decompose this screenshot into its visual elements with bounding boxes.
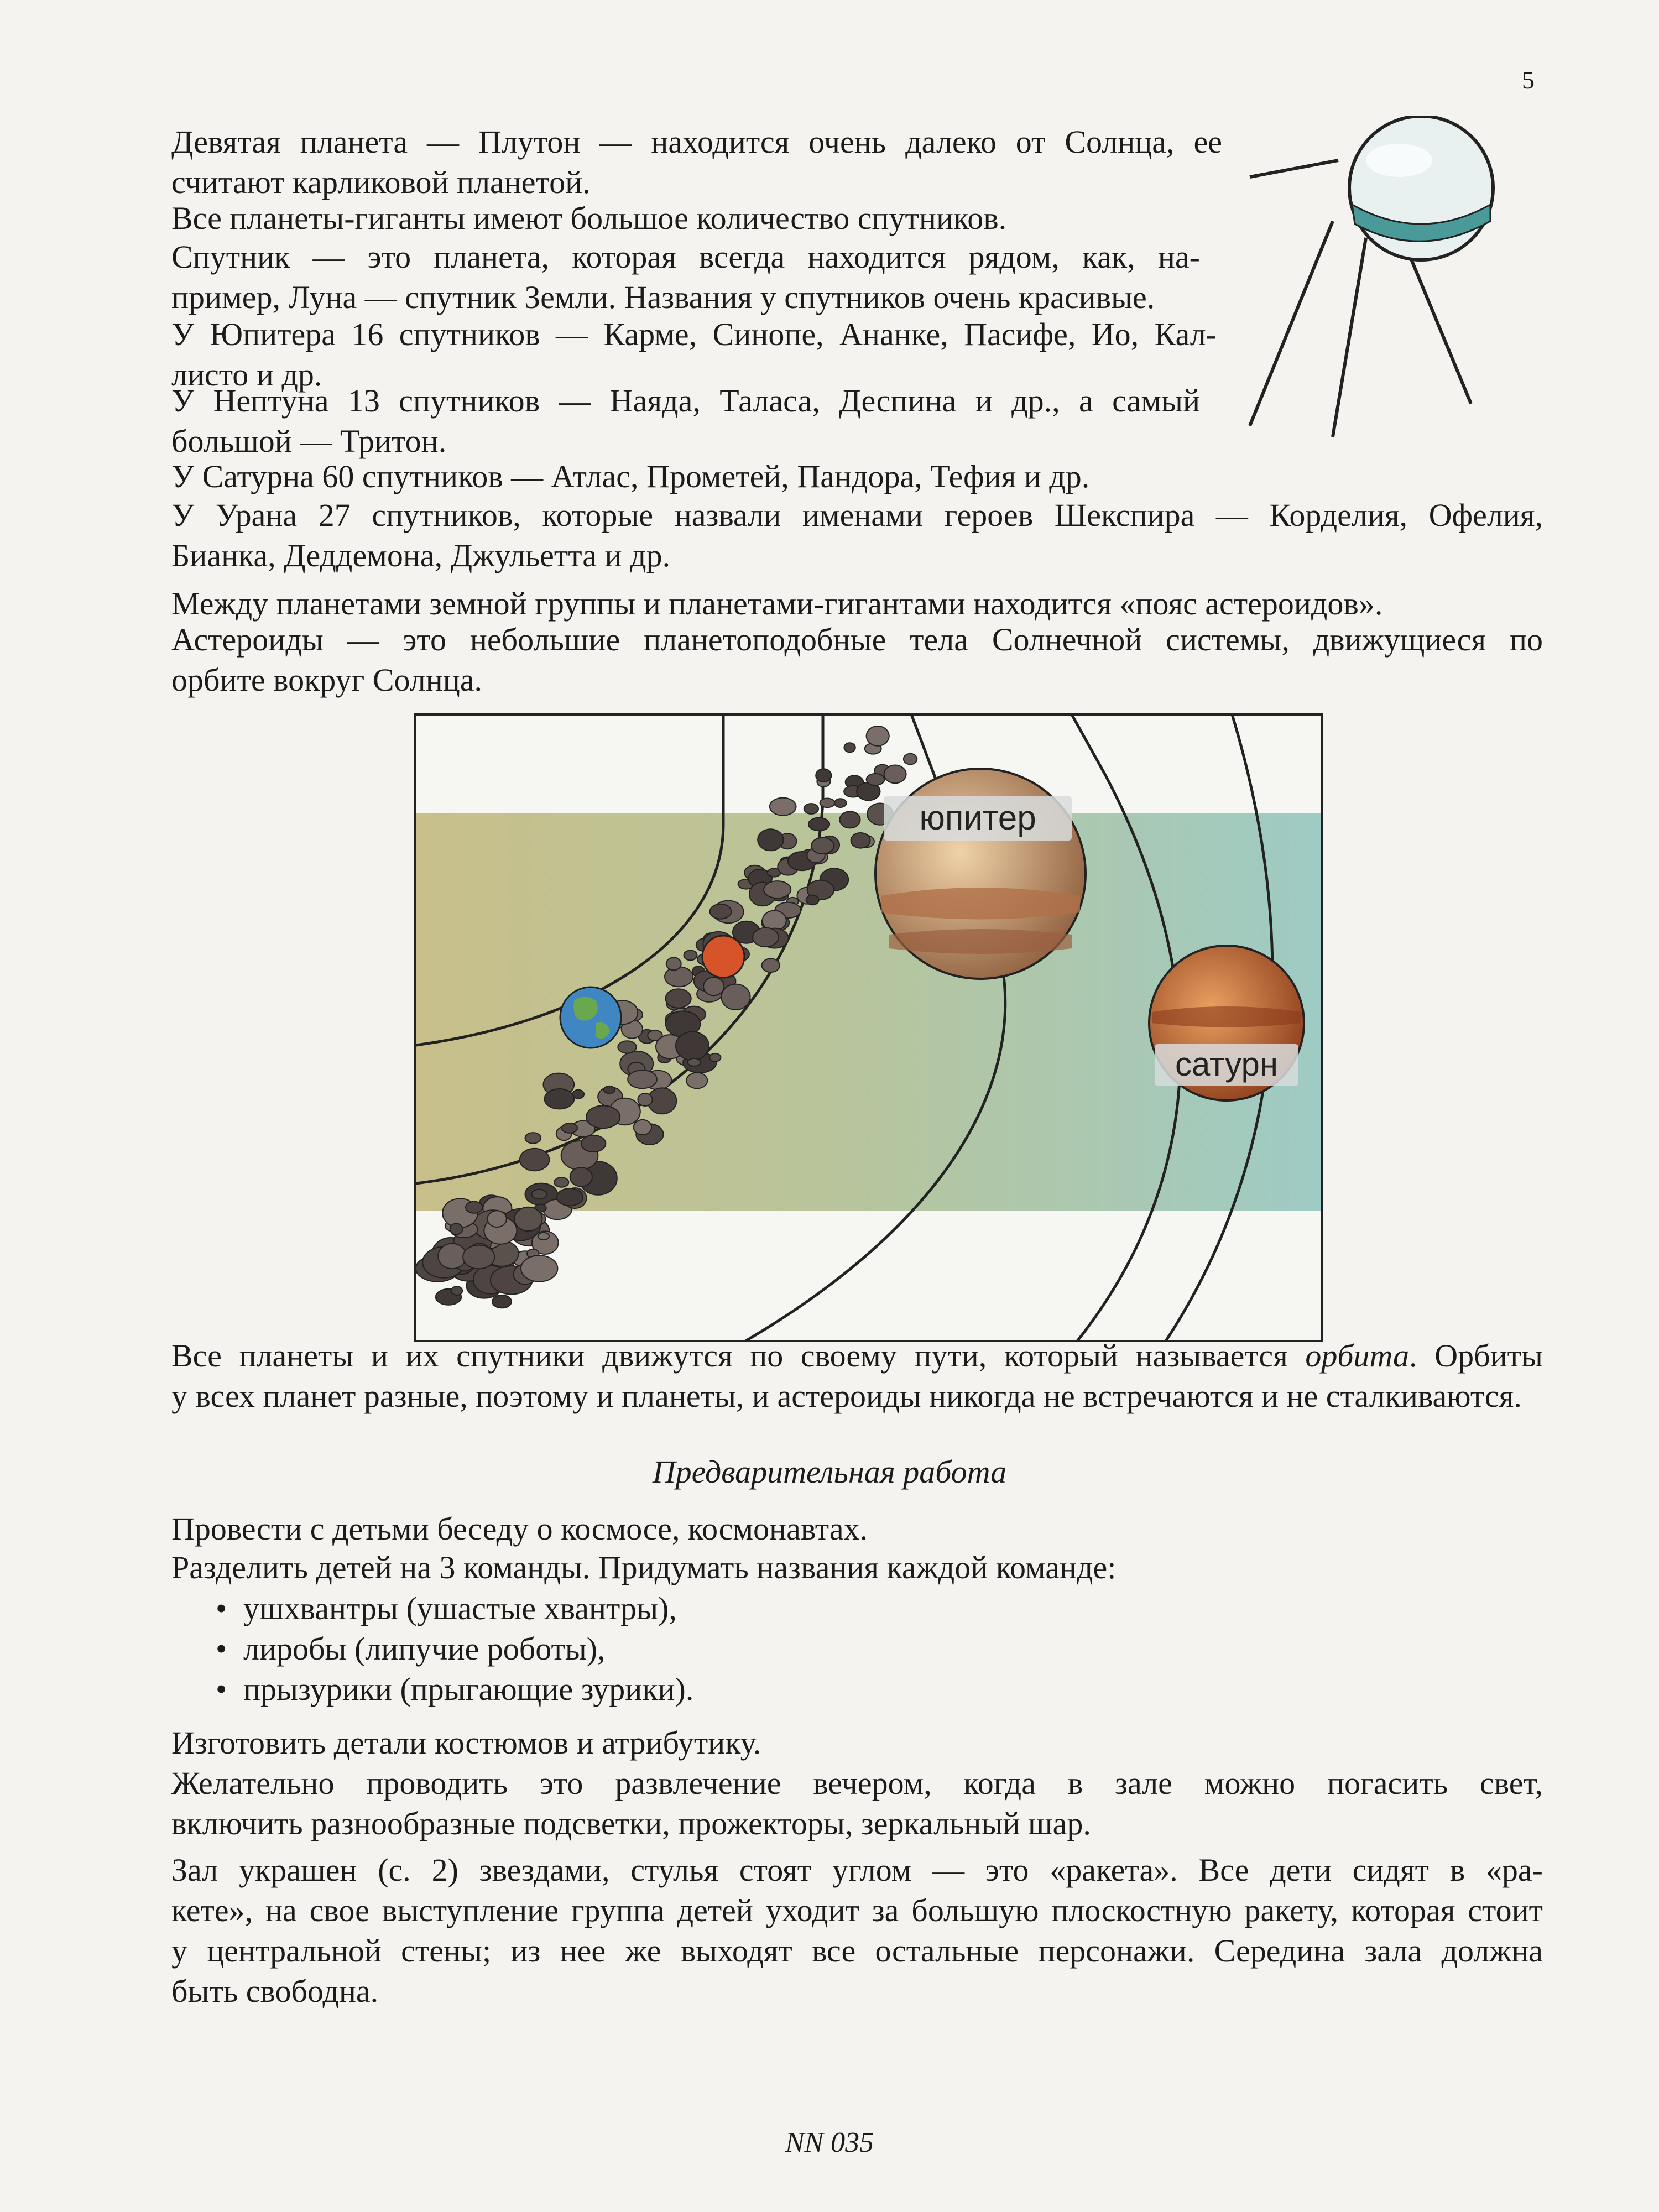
bullet-icon: • xyxy=(216,1671,227,1707)
asteroid-rock xyxy=(554,1177,568,1187)
asteroid-rock xyxy=(844,743,855,752)
asteroid-rock xyxy=(562,1123,577,1133)
asteroid-rock xyxy=(758,829,783,851)
intro-text xyxy=(171,122,1222,202)
text-line: считают карликовой планетой. xyxy=(171,164,591,200)
text-line: Провести с детьми беседу о космосе, космонавтах. xyxy=(171,1511,868,1547)
text-line: орбите вокруг Солнца. xyxy=(171,662,483,698)
asteroid-rock xyxy=(753,928,779,947)
bullet-icon: • xyxy=(216,1590,227,1626)
team-list xyxy=(216,1588,693,1709)
text-line: Желательно проводить это развлечение вечером, когда в зале можно погасить свет, xyxy=(171,1765,1543,1801)
text-line: Разделить детей на 3 команды. Придумать названия каждой команде: xyxy=(171,1550,1117,1585)
prep-paragraph xyxy=(171,1723,1543,1763)
asteroid-rock xyxy=(618,1041,636,1053)
text-line: Спутник — это планета, которая всегда находится рядом, как, на- xyxy=(171,239,1200,275)
asteroid-rock xyxy=(665,967,693,987)
text-line: Зал украшен (с. 2) звездами, стулья стоят углом — это «ракета». Все дети сидят в «ра- xyxy=(171,1852,1543,1888)
text-paragraph xyxy=(171,619,1543,700)
asteroid-rock xyxy=(666,989,691,1008)
list-item xyxy=(216,1629,693,1669)
text-line: Все планеты-гиганты имеют большое количество спутников. xyxy=(171,200,1007,236)
prep-paragraph xyxy=(171,1547,1543,1588)
asteroid-rock xyxy=(545,1089,575,1109)
asteroid-rock xyxy=(581,1135,606,1152)
asteroid-rock xyxy=(532,1190,547,1199)
text-line: Изготовить детали костюмов и атрибутику. xyxy=(171,1725,761,1761)
text-line: быть свободна. xyxy=(171,1973,379,2009)
prep-paragraph xyxy=(171,1850,1543,2011)
asteroid-rock xyxy=(538,1233,549,1240)
mars-planet xyxy=(702,936,744,978)
asteroid-rock xyxy=(806,895,819,905)
text-paragraph xyxy=(171,583,1543,624)
list-item-text: прызурики (прыгающие зурики). xyxy=(243,1671,694,1707)
asteroid-rock xyxy=(834,799,847,807)
orbit-paragraph xyxy=(171,1335,1543,1416)
text-paragraph xyxy=(171,380,1200,461)
text-segment: . Орбиты xyxy=(1409,1338,1543,1374)
list-item xyxy=(216,1588,693,1629)
asteroid-rock xyxy=(604,1086,615,1093)
asteroid-rock xyxy=(514,1207,542,1231)
text-paragraph xyxy=(171,198,1222,238)
asteroid-rock xyxy=(770,798,796,816)
asteroid-rock xyxy=(686,1073,707,1089)
asteroid-rock xyxy=(638,1093,652,1106)
prep-paragraph xyxy=(171,1509,1543,1549)
list-item-text: ушхвантры (ушастые хвантры), xyxy=(243,1590,677,1626)
asteroid-rock xyxy=(676,1032,709,1060)
sputnik-antenna xyxy=(1250,160,1338,177)
term-orbit: орбита xyxy=(1305,1338,1410,1374)
asteroid-rock xyxy=(450,1224,463,1235)
asteroid-rock xyxy=(811,838,834,854)
text-line: Девятая планета — Плутон — находится очень далеко от Солнца, ее xyxy=(171,124,1222,160)
asteroid-rock xyxy=(820,799,835,808)
asteroid-rock xyxy=(709,1053,721,1062)
asteroid-rock xyxy=(764,881,791,898)
jupiter-label: юпитер xyxy=(919,799,1036,837)
text-paragraph xyxy=(171,456,1543,497)
sputnik-antenna xyxy=(1333,238,1366,437)
page-number: 5 xyxy=(1522,66,1535,94)
asteroid-rock xyxy=(451,1286,462,1295)
asteroid-rock xyxy=(808,818,830,831)
text-line: включить разнообразные подсветки, прожекторы, зеркальный шар. xyxy=(171,1806,1091,1841)
text-line: у всех планет разные, поэтому и планеты, и астероиды никогда не встречаются и не сталкиваются. xyxy=(171,1378,1522,1414)
asteroid-rock xyxy=(488,1211,507,1227)
jupiter-band xyxy=(881,888,1080,920)
text-line xyxy=(171,1335,1543,1376)
text-line: У Урана 27 спутников, которые назвали именами героев Шекспира — Корделия, Офелия, xyxy=(171,497,1543,533)
asteroid-rock xyxy=(628,1070,657,1088)
asteroid-rock xyxy=(867,774,885,785)
text-line: У Юпитера 16 спутников — Карме, Синопе, Ананке, Пасифе, Ио, Кал- xyxy=(171,316,1217,352)
asteroid-rock xyxy=(586,1105,620,1128)
saturn-label: сатурн xyxy=(1175,1046,1279,1083)
jupiter-band xyxy=(889,929,1072,954)
asteroid-rock xyxy=(762,958,780,972)
asteroid-rock xyxy=(438,1244,466,1269)
asteroid-rock xyxy=(688,1058,701,1066)
sputnik-highlight xyxy=(1366,144,1432,177)
asteroid-rock xyxy=(521,1255,557,1281)
asteroid-rock xyxy=(710,904,732,919)
asteroid-rock xyxy=(703,978,724,996)
text-line: пример, Луна — спутник Земли. Названия у спутников очень красивые. xyxy=(171,279,1155,315)
asteroid-rock xyxy=(666,957,681,970)
asteroid-rock xyxy=(851,833,870,848)
asteroid-rock xyxy=(634,1120,651,1135)
asteroid-rock xyxy=(721,984,750,1010)
text-line: у центральной стены; из нее же выходят все остальные персонажи. Середина зала должна xyxy=(171,1933,1543,1969)
bullet-icon: • xyxy=(216,1631,227,1667)
text-line: большой — Тритон. xyxy=(171,423,447,459)
list-item-text: лиробы (липучие роботы), xyxy=(243,1631,606,1667)
list-item xyxy=(216,1669,693,1709)
asteroid-belt-figure xyxy=(414,713,1323,1342)
text-line: Бианка, Деддемона, Джульетта и др. xyxy=(171,538,671,573)
asteroid-rock xyxy=(466,1202,483,1213)
asteroid-rock xyxy=(520,1149,549,1171)
text-paragraph xyxy=(171,237,1200,317)
asteroid-rock xyxy=(839,811,860,828)
text-paragraph xyxy=(171,495,1543,576)
text-segment: Все планеты и их спутники движутся по своему пути, который называется xyxy=(171,1338,1306,1374)
prep-paragraph xyxy=(171,1763,1543,1844)
asteroid-rock xyxy=(557,1188,583,1206)
asteroid-rock xyxy=(684,950,697,960)
sputnik-antenna xyxy=(1405,243,1471,404)
text-line: У Сатурна 60 спутников — Атлас, Прометей, Пандора, Тефия и др. xyxy=(171,458,1090,494)
section-heading: Предварительная работа xyxy=(652,1454,1007,1490)
footer-code: NN 035 xyxy=(785,2127,874,2158)
text-line: У Нептуна 13 спутников — Наяда, Таласа, Деспина и др., а самый xyxy=(171,383,1200,419)
asteroid-rock xyxy=(904,754,917,765)
asteroid-rock xyxy=(492,1295,512,1308)
text-line: листо и др. xyxy=(171,357,322,393)
asteroid-rock xyxy=(867,726,889,746)
asteroid-rock xyxy=(570,1167,592,1186)
sputnik-illustration xyxy=(1239,116,1548,448)
saturn-band xyxy=(1152,1006,1301,1027)
asteroid-rock xyxy=(816,769,831,782)
text-line: Между планетами земной группы и планетами-гигантами находится «пояс астероидов». xyxy=(171,586,1383,622)
asteroid-rock xyxy=(884,765,906,784)
text-line: кете», на свое выступление группа детей уходит за большую плоскостную ракету, которая стоит xyxy=(171,1892,1543,1928)
sputnik-antenna xyxy=(1250,221,1333,426)
text-line: Астероиды — это небольшие планетоподобные тела Солнечной системы, движущиеся по xyxy=(171,622,1543,658)
asteroid-rock xyxy=(525,1133,541,1144)
asteroid-rock xyxy=(804,804,818,814)
asteroid-rock xyxy=(463,1245,494,1269)
